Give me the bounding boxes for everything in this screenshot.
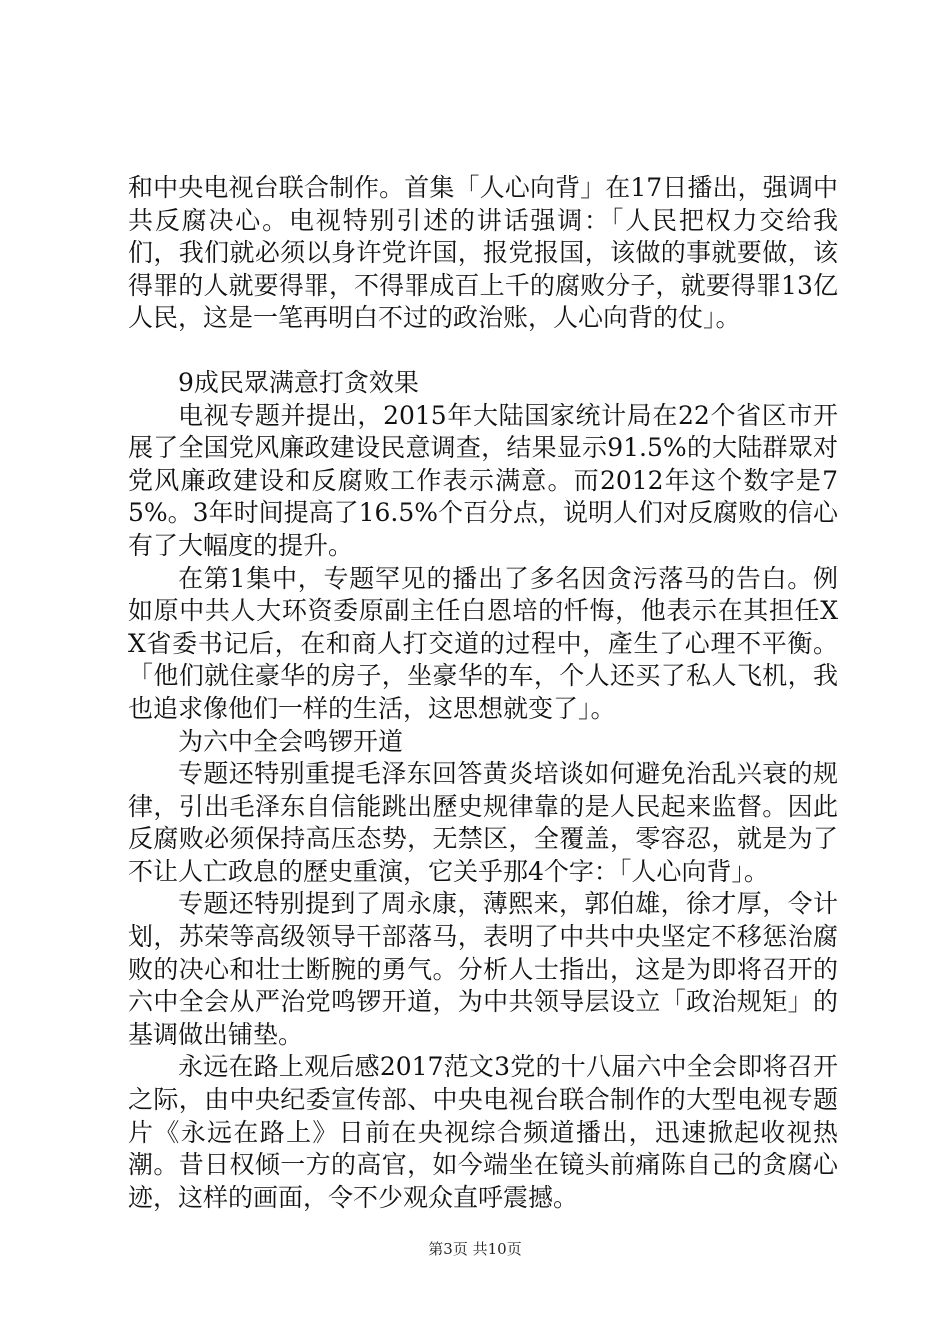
section-heading-plenum: 为六中全会鸣锣开道 — [178, 726, 404, 756]
paragraph-gap — [128, 335, 838, 367]
paragraph-officials: 专题还特别提到了周永康，薄熙来，郭伯雄，徐才厚，令计划，苏荣等高级领导干部落马，表明了中共中央坚定不移惩治腐败的决心和壮士断腕的勇气。分析人士指出，这是为即将召开的六中全会从严治党鸣锣开道，为中共领导层设立「政治规矩」的基调做出铺垫。 — [128, 889, 838, 1049]
paragraph-confession: 在第1集中，专题罕见的播出了多名因贪污落马的告白。例如原中共人大环资委原副主任白恩培的忏悔，他表示在其担任XX省委书记后，在和商人打交道的过程中，產生了心理不平衡。「他们就住豪华的房子，坐豪华的车，个人还买了私人飞机，我也追求像他们一样的生活，这思想就变了」。 — [128, 563, 838, 723]
paragraph-review: 永远在路上观后感2017范文3党的十八届六中全会即将召开之际，由中央纪委宣传部、中央电视台联合制作的大型电视专题片《永远在路上》日前在央视综合频道播出，迅速掀起收视热潮。昔日权倾一方的高官，如今端坐在镜头前痛陈自己的贪腐心迹，这样的画面，令不少观众直呼震撼。 — [128, 1052, 838, 1212]
page-number-footer: 第3页 共10页 — [428, 1240, 522, 1258]
section-heading-satisfaction: 9成民眾满意打贪效果 — [178, 367, 419, 397]
paragraph-survey: 电视专题并提出，2015年大陆国家统计局在22个省区市开展了全国党风廉政建设民意调查，结果显示91.5%的大陆群眾对党风廉政建设和反腐败工作表示满意。而2012年这个数字是75%。3年时间提高了16.5%个百分点，说明人们对反腐败的信心有了大幅度的提升。 — [128, 400, 838, 560]
paragraph-continuation: 和中央电视台联合制作。首集「人心向背」在17日播出，强调中共反腐决心。电视特别引述的讲话强调：「人民把权力交给我们，我们就必须以身许党许国，报党报国，该做的事就要做，该得罪的人就要得罪，不得罪成百上千的腐败分子，就要得罪13亿人民，这是一笔再明白不过的政治账，人心向背的仗」。 — [128, 173, 838, 333]
paragraph-history: 专题还特别重提毛泽东回答黄炎培谈如何避免治乱兴衰的规律，引出毛泽东自信能跳出歷史规律靠的是人民起来监督。因此反腐败必须保持高压态势，无禁区，全覆盖，零容忍，就是为了不让人亡政息的歷史重演，它关乎那4个字：「人心向背」。 — [128, 759, 838, 886]
document-body — [128, 172, 838, 1214]
